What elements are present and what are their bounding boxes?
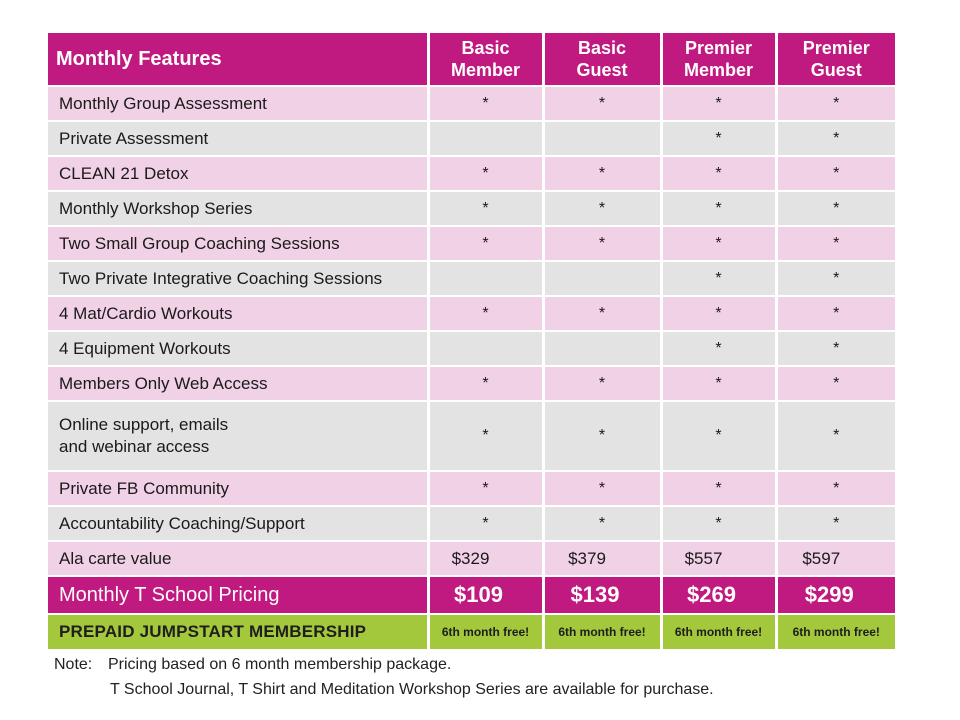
included-star-icon: *: [543, 471, 661, 506]
ala-carte-value: $329: [428, 541, 543, 576]
prepaid-bonus: 6th month free!: [776, 614, 895, 650]
empty-cell: [428, 331, 543, 366]
included-star-icon: *: [661, 366, 776, 401]
feature-name-line: Accountability Coaching/Support: [59, 513, 305, 533]
plan-header-line1: Basic: [577, 38, 627, 58]
included-star-icon: *: [428, 296, 543, 331]
price-amount: $139: [543, 576, 661, 614]
footnote-text: Pricing based on 6 month membership package.: [108, 656, 452, 673]
included-star-icon: *: [543, 226, 661, 261]
pricing-row: [48, 576, 895, 614]
included-star-icon: *: [543, 401, 661, 471]
plan-header-line1: Premier: [802, 38, 870, 58]
included-star-icon: *: [776, 471, 895, 506]
feature-name: [48, 226, 428, 261]
feature-name-line: 4 Equipment Workouts: [59, 338, 231, 358]
feature-name: [48, 401, 428, 471]
feature-name: [48, 86, 428, 121]
table-row: [48, 401, 895, 471]
plan-header-premier-member: [661, 33, 776, 86]
included-star-icon: *: [776, 86, 895, 121]
feature-name-line: Private FB Community: [59, 478, 230, 498]
summary-rows: [48, 541, 895, 650]
included-star-icon: *: [661, 226, 776, 261]
included-star-icon: *: [661, 401, 776, 471]
included-star-icon: *: [776, 331, 895, 366]
footnote-label: Note:: [54, 656, 93, 673]
plan-header-line1: Premier: [684, 38, 753, 58]
feature-name: [48, 471, 428, 506]
included-star-icon: *: [661, 156, 776, 191]
prepaid-bonus: 6th month free!: [661, 614, 776, 650]
included-star-icon: *: [428, 366, 543, 401]
feature-name-line: and webinar access: [59, 437, 210, 456]
feature-name-line: Two Private Integrative Coaching Sessions: [59, 268, 383, 288]
feature-name-line: CLEAN 21 Detox: [59, 163, 189, 183]
included-star-icon: *: [776, 191, 895, 226]
pricing-label: Monthly T School Pricing: [48, 576, 428, 614]
feature-name-line: Two Small Group Coaching Sessions: [59, 233, 340, 253]
feature-name-line: 4 Mat/Cardio Workouts: [59, 303, 233, 323]
table-row: [48, 191, 895, 226]
prepaid-row: [48, 614, 895, 650]
included-star-icon: *: [776, 366, 895, 401]
table-row: [48, 86, 895, 121]
included-star-icon: *: [661, 261, 776, 296]
included-star-icon: *: [543, 296, 661, 331]
included-star-icon: *: [776, 296, 895, 331]
included-star-icon: *: [661, 86, 776, 121]
plan-header-basic-guest: [543, 33, 661, 86]
prepaid-bonus: 6th month free!: [428, 614, 543, 650]
table-row: [48, 296, 895, 331]
feature-name: [48, 331, 428, 366]
feature-name: [48, 191, 428, 226]
table-row: [48, 261, 895, 296]
ala-carte-value: $597: [776, 541, 895, 576]
included-star-icon: *: [543, 156, 661, 191]
included-star-icon: *: [776, 506, 895, 541]
included-star-icon: *: [661, 471, 776, 506]
included-star-icon: *: [776, 401, 895, 471]
empty-cell: [543, 261, 661, 296]
included-star-icon: *: [428, 86, 543, 121]
pricing-table: [48, 33, 895, 651]
feature-name: [48, 506, 428, 541]
ala-carte-value: $379: [543, 541, 661, 576]
price-amount: $299: [776, 576, 895, 614]
empty-cell: [428, 121, 543, 156]
feature-name-line: Monthly Group Assessment: [59, 93, 267, 113]
feature-name-line: Online support, emails: [59, 415, 229, 434]
features-column-header: Monthly Features: [48, 33, 428, 86]
included-star-icon: *: [661, 331, 776, 366]
included-star-icon: *: [661, 296, 776, 331]
included-star-icon: *: [428, 471, 543, 506]
table-row: [48, 331, 895, 366]
table-row: [48, 471, 895, 506]
feature-name-line: Monthly Workshop Series: [59, 198, 253, 218]
included-star-icon: *: [543, 506, 661, 541]
included-star-icon: *: [543, 191, 661, 226]
included-star-icon: *: [428, 156, 543, 191]
included-star-icon: *: [776, 261, 895, 296]
ala-carte-value: $557: [661, 541, 776, 576]
footnote-line1: [54, 652, 714, 677]
plan-header-line2: Guest: [810, 60, 862, 80]
included-star-icon: *: [428, 401, 543, 471]
ala-carte-row: [48, 541, 895, 576]
included-star-icon: *: [428, 506, 543, 541]
included-star-icon: *: [776, 121, 895, 156]
included-star-icon: *: [543, 86, 661, 121]
included-star-icon: *: [661, 121, 776, 156]
feature-name-line: Members Only Web Access: [59, 373, 268, 393]
included-star-icon: *: [543, 366, 661, 401]
plan-header-line2: Member: [683, 60, 754, 80]
table-row: [48, 506, 895, 541]
price-amount: $109: [428, 576, 543, 614]
plan-header-line2: Guest: [576, 60, 628, 80]
empty-cell: [428, 261, 543, 296]
included-star-icon: *: [776, 226, 895, 261]
included-star-icon: *: [428, 226, 543, 261]
prepaid-label: PREPAID JUMPSTART MEMBERSHIP: [48, 614, 428, 650]
included-star-icon: *: [661, 191, 776, 226]
plan-header-line2: Member: [450, 60, 521, 80]
footnote-line2: T School Journal, T Shirt and Meditation Workshop Series are available for purchase.: [110, 681, 714, 698]
feature-name-line: Private Assessment: [59, 128, 209, 148]
feature-rows: [48, 86, 895, 541]
table-header-row: [48, 33, 895, 86]
footnote: [54, 652, 714, 702]
feature-name: [48, 156, 428, 191]
plan-header-basic-member: [428, 33, 543, 86]
ala-carte-label: Ala carte value: [48, 541, 428, 576]
included-star-icon: *: [661, 506, 776, 541]
feature-name: [48, 261, 428, 296]
plan-header-line1: Basic: [461, 38, 510, 58]
plan-header-premier-guest: [776, 33, 895, 86]
empty-cell: [543, 121, 661, 156]
feature-name: [48, 121, 428, 156]
feature-name: [48, 366, 428, 401]
feature-name: [48, 296, 428, 331]
prepaid-bonus: 6th month free!: [543, 614, 661, 650]
price-amount: $269: [661, 576, 776, 614]
table-row: [48, 366, 895, 401]
included-star-icon: *: [776, 156, 895, 191]
included-star-icon: *: [428, 191, 543, 226]
table-row: [48, 226, 895, 261]
table-row: [48, 121, 895, 156]
empty-cell: [543, 331, 661, 366]
table-row: [48, 156, 895, 191]
